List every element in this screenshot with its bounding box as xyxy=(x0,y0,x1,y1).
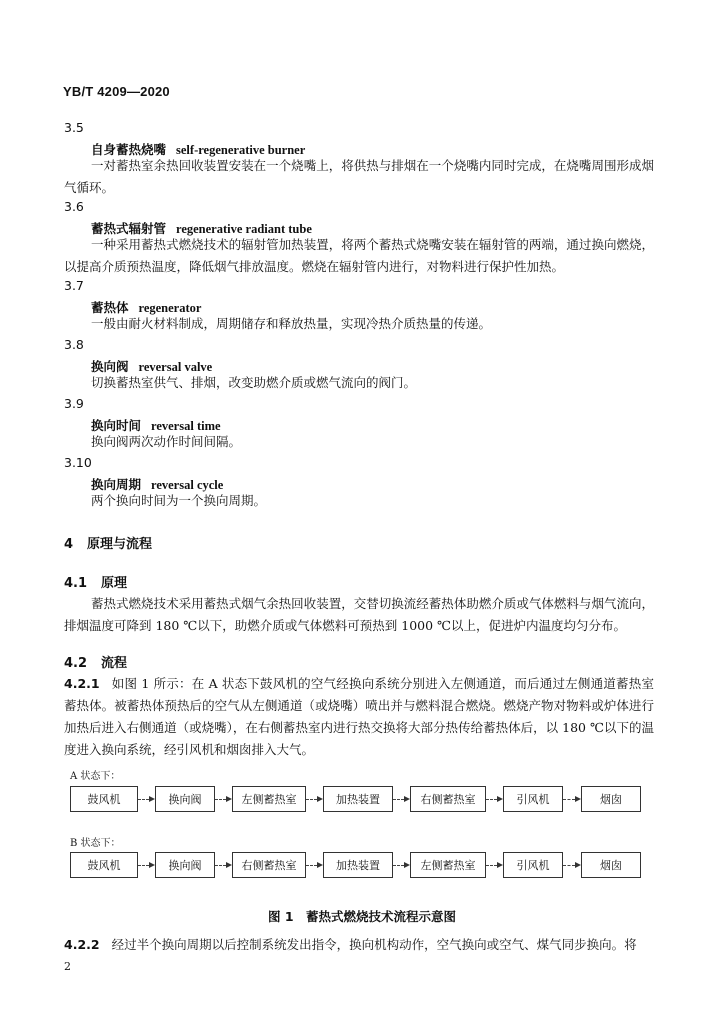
flow-box: 烟囱 xyxy=(581,852,641,878)
term-number: 3.5 xyxy=(64,120,84,135)
flow-arrow xyxy=(306,799,317,800)
term-number: 3.6 xyxy=(64,199,84,214)
clause-text: 经过半个换向周期以后控制系统发出指令，换向机构动作，空气换向或空气、煤气同步换向。将 xyxy=(111,937,637,952)
section-title: 流程 xyxy=(101,656,128,671)
flow-box: 右侧蓄热室 xyxy=(232,852,306,878)
subsection-heading xyxy=(64,572,127,591)
section-title: 原理 xyxy=(101,576,128,591)
section-number: 4.1 xyxy=(64,576,88,591)
body-paragraph xyxy=(64,934,654,956)
standard-code: YB/T 4209—2020 xyxy=(63,84,170,99)
term-english: regenerator xyxy=(138,301,202,315)
flow-arrow xyxy=(393,865,404,866)
clause-number: 4.2.1 xyxy=(64,676,100,691)
flow-box: 换向阀 xyxy=(155,852,215,878)
subsection-heading xyxy=(64,652,127,671)
term-english: self-regenerative burner xyxy=(176,143,306,157)
term-definition: 一种采用蓄热式燃烧技术的辐射管加热装置，将两个蓄热式烧嘴安装在辐射管的两端，通过换向燃烧，以提高介质预热温度，降低烟气排放温度。燃烧在辐射管内进行，对物料进行保护性加热。 xyxy=(64,237,654,274)
flow-box: 鼓风机 xyxy=(70,786,138,812)
term-definition: 一对蓄热室余热回收装置安装在一个烧嘴上，将供热与排烟在一个烧嘴内同时完成，在烧嘴周围形成烟气循环。 xyxy=(64,158,654,195)
flow-arrow xyxy=(393,799,404,800)
body-paragraph: 蓄热式燃烧技术采用蓄热式烟气余热回收装置，交替切换流经蓄热体助燃介质或气体燃料与烟气流向，排烟温度可降到 180 ℃以下，助燃介质或气体燃料可预热到 1000 ℃以上，促进炉内温度均匀分布。 xyxy=(64,596,654,633)
page-number: 2 xyxy=(64,960,71,973)
term-number: 3.10 xyxy=(64,455,92,470)
flow-box: 左侧蓄热室 xyxy=(232,786,306,812)
term-number: 3.8 xyxy=(64,337,84,352)
flow-box: 左侧蓄热室 xyxy=(410,852,486,878)
flow-box: 烟囱 xyxy=(581,786,641,812)
flow-arrow xyxy=(215,865,226,866)
state-b-label: B 状态下： xyxy=(70,838,121,849)
section-heading xyxy=(64,533,152,552)
flow-arrow xyxy=(138,799,149,800)
term-chinese: 蓄热式辐射管 xyxy=(91,221,167,236)
flow-arrow xyxy=(138,865,149,866)
term-chinese: 换向周期 xyxy=(91,477,142,492)
section-title: 原理与流程 xyxy=(87,537,153,552)
term-number: 3.9 xyxy=(64,396,84,411)
flow-arrow xyxy=(563,799,575,800)
term-chinese: 蓄热体 xyxy=(91,300,129,315)
flow-box: 换向阀 xyxy=(155,786,215,812)
term-chinese: 换向时间 xyxy=(91,418,142,433)
figure-caption: 图 1 蓄热式燃烧技术流程示意图 xyxy=(267,909,457,924)
state-a-label: A 状态下： xyxy=(70,771,121,782)
term-definition: 一般由耐火材料制成，周期储存和释放热量，实现冷热介质热量的传递。 xyxy=(91,316,492,331)
flow-box: 加热装置 xyxy=(323,786,393,812)
term-chinese: 换向阀 xyxy=(91,359,129,374)
flow-arrow xyxy=(215,799,226,800)
clause-text: 如图 1 所示：在 A 状态下鼓风机的空气经换向系统分别进入左侧通道，而后通过左侧通道蓄热室蓄热体。被蓄热体预热后的空气从左侧通道（或烧嘴）喷出并与燃料混合燃烧。燃烧产物对物料或炉体进行加热后进入右侧通道（或烧嘴），在右侧蓄热室内进行热交换将大部分热传给蓄热体后，以 180 ℃以下的温度进入换向系统，经引风机和烟囱排入大气。 xyxy=(64,676,654,757)
term-definition: 两个换向时间为一个换向周期。 xyxy=(91,493,267,508)
flow-box: 加热装置 xyxy=(323,852,393,878)
flow-box: 引风机 xyxy=(503,786,563,812)
term-english: reversal cycle xyxy=(151,478,224,492)
flow-arrow xyxy=(563,865,575,866)
flow-box: 右侧蓄热室 xyxy=(410,786,486,812)
term-definition: 切换蓄热室供气、排烟，改变助燃介质或燃气流向的阀门。 xyxy=(91,375,417,390)
section-number: 4.2 xyxy=(64,656,88,671)
section-number: 4 xyxy=(64,537,74,552)
clause-number: 4.2.2 xyxy=(64,937,100,952)
term-english: reversal valve xyxy=(138,360,213,374)
term-chinese: 自身蓄热烧嘴 xyxy=(91,142,167,157)
flow-box: 引风机 xyxy=(503,852,563,878)
flow-box: 鼓风机 xyxy=(70,852,138,878)
term-number: 3.7 xyxy=(64,278,84,293)
body-paragraph xyxy=(64,673,654,761)
flow-arrow xyxy=(306,865,317,866)
term-english: reversal time xyxy=(151,419,221,433)
term-english: regenerative radiant tube xyxy=(176,222,312,236)
flow-arrow xyxy=(486,865,497,866)
flow-arrow xyxy=(486,799,497,800)
term-definition: 换向阀两次动作时间间隔。 xyxy=(91,434,242,449)
